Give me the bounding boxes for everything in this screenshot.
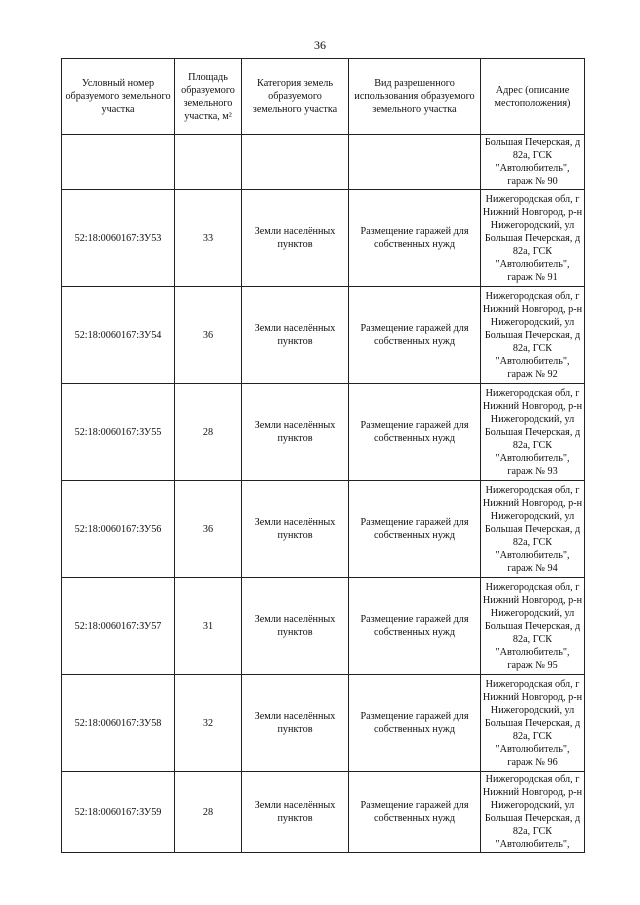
cell-cadastral-number: 52:18:0060167:ЗУ59: [62, 772, 175, 853]
cell-area: 33: [175, 190, 242, 287]
cell-land-category: Земли населённых пунктов: [242, 384, 349, 481]
cell-cadastral-number: 52:18:0060167:ЗУ56: [62, 481, 175, 578]
cell-address: Нижегородская обл, г Нижний Новгород, р-н Нижегородский, ул Большая Печерская, д 82а, ГСК "Автолюбитель", гараж № 94: [481, 481, 585, 578]
cell-area: 36: [175, 287, 242, 384]
table-row: [62, 190, 585, 287]
cell-permitted-use: Размещение гаражей для собственных нужд: [349, 675, 481, 772]
table-header-row: [62, 59, 585, 135]
cell-permitted-use: Размещение гаражей для собственных нужд: [349, 772, 481, 853]
cell-cadastral-number: 52:18:0060167:ЗУ58: [62, 675, 175, 772]
cell-permitted-use: Размещение гаражей для собственных нужд: [349, 190, 481, 287]
cell-empty: [62, 135, 175, 190]
table-row-continuation: [62, 135, 585, 190]
cell-land-category: Земли населённых пунктов: [242, 481, 349, 578]
cell-land-category: Земли населённых пунктов: [242, 772, 349, 853]
header-area: Площадь образуемого земельного участка, м²: [175, 59, 242, 135]
page-number: 36: [314, 38, 326, 52]
cell-land-category: Земли населённых пунктов: [242, 578, 349, 675]
cell-land-category: Земли населённых пунктов: [242, 287, 349, 384]
header-land-category: Категория земель образуемого земельного участка: [242, 59, 349, 135]
table-row: [62, 675, 585, 772]
cell-address: Нижегородская обл, г Нижний Новгород, р-н Нижегородский, ул Большая Печерская, д 82а, ГСК "Автолюбитель", гараж № 96: [481, 675, 585, 772]
cell-address: Нижегородская обл, г Нижний Новгород, р-н Нижегородский, ул Большая Печерская, д 82а, ГСК "Автолюбитель", гараж № 92: [481, 287, 585, 384]
cell-area: 28: [175, 772, 242, 853]
cell-address: Нижегородская обл, г Нижний Новгород, р-н Нижегородский, ул Большая Печерская, д 82а, ГСК "Автолюбитель",: [481, 772, 585, 853]
cell-area: 32: [175, 675, 242, 772]
cell-address: Нижегородская обл, г Нижний Новгород, р-н Нижегородский, ул Большая Печерская, д 82а, ГСК "Автолюбитель", гараж № 91: [481, 190, 585, 287]
cell-cadastral-number: 52:18:0060167:ЗУ55: [62, 384, 175, 481]
table-row: [62, 578, 585, 675]
cell-land-category: Земли населённых пунктов: [242, 675, 349, 772]
cell-cadastral-number: 52:18:0060167:ЗУ53: [62, 190, 175, 287]
cell-address: Нижегородская обл, г Нижний Новгород, р-н Нижегородский, ул Большая Печерская, д 82а, ГСК "Автолюбитель", гараж № 95: [481, 578, 585, 675]
cell-permitted-use: Размещение гаражей для собственных нужд: [349, 578, 481, 675]
cell-permitted-use: Размещение гаражей для собственных нужд: [349, 384, 481, 481]
table-row: [62, 481, 585, 578]
cell-cadastral-number: 52:18:0060167:ЗУ54: [62, 287, 175, 384]
cell-address: Нижегородская обл, г Нижний Новгород, р-н Нижегородский, ул Большая Печерская, д 82а, ГСК "Автолюбитель", гараж № 93: [481, 384, 585, 481]
cell-empty: [242, 135, 349, 190]
header-cadastral-number: Условный номер образуемого земельного участка: [62, 59, 175, 135]
cell-address: Большая Печерская, д 82а, ГСК "Автолюбитель", гараж № 90: [481, 135, 585, 190]
table-row: [62, 287, 585, 384]
cell-permitted-use: Размещение гаражей для собственных нужд: [349, 287, 481, 384]
cell-area: 28: [175, 384, 242, 481]
cell-permitted-use: Размещение гаражей для собственных нужд: [349, 481, 481, 578]
table-row: [62, 772, 585, 853]
header-permitted-use: Вид разрешенного использования образуемого земельного участка: [349, 59, 481, 135]
land-plots-table: [61, 58, 585, 853]
cell-area: 31: [175, 578, 242, 675]
cell-empty: [349, 135, 481, 190]
header-address: Адрес (описание местоположения): [481, 59, 585, 135]
cell-land-category: Земли населённых пунктов: [242, 190, 349, 287]
table-row: [62, 384, 585, 481]
cell-area: 36: [175, 481, 242, 578]
cell-empty: [175, 135, 242, 190]
cell-cadastral-number: 52:18:0060167:ЗУ57: [62, 578, 175, 675]
